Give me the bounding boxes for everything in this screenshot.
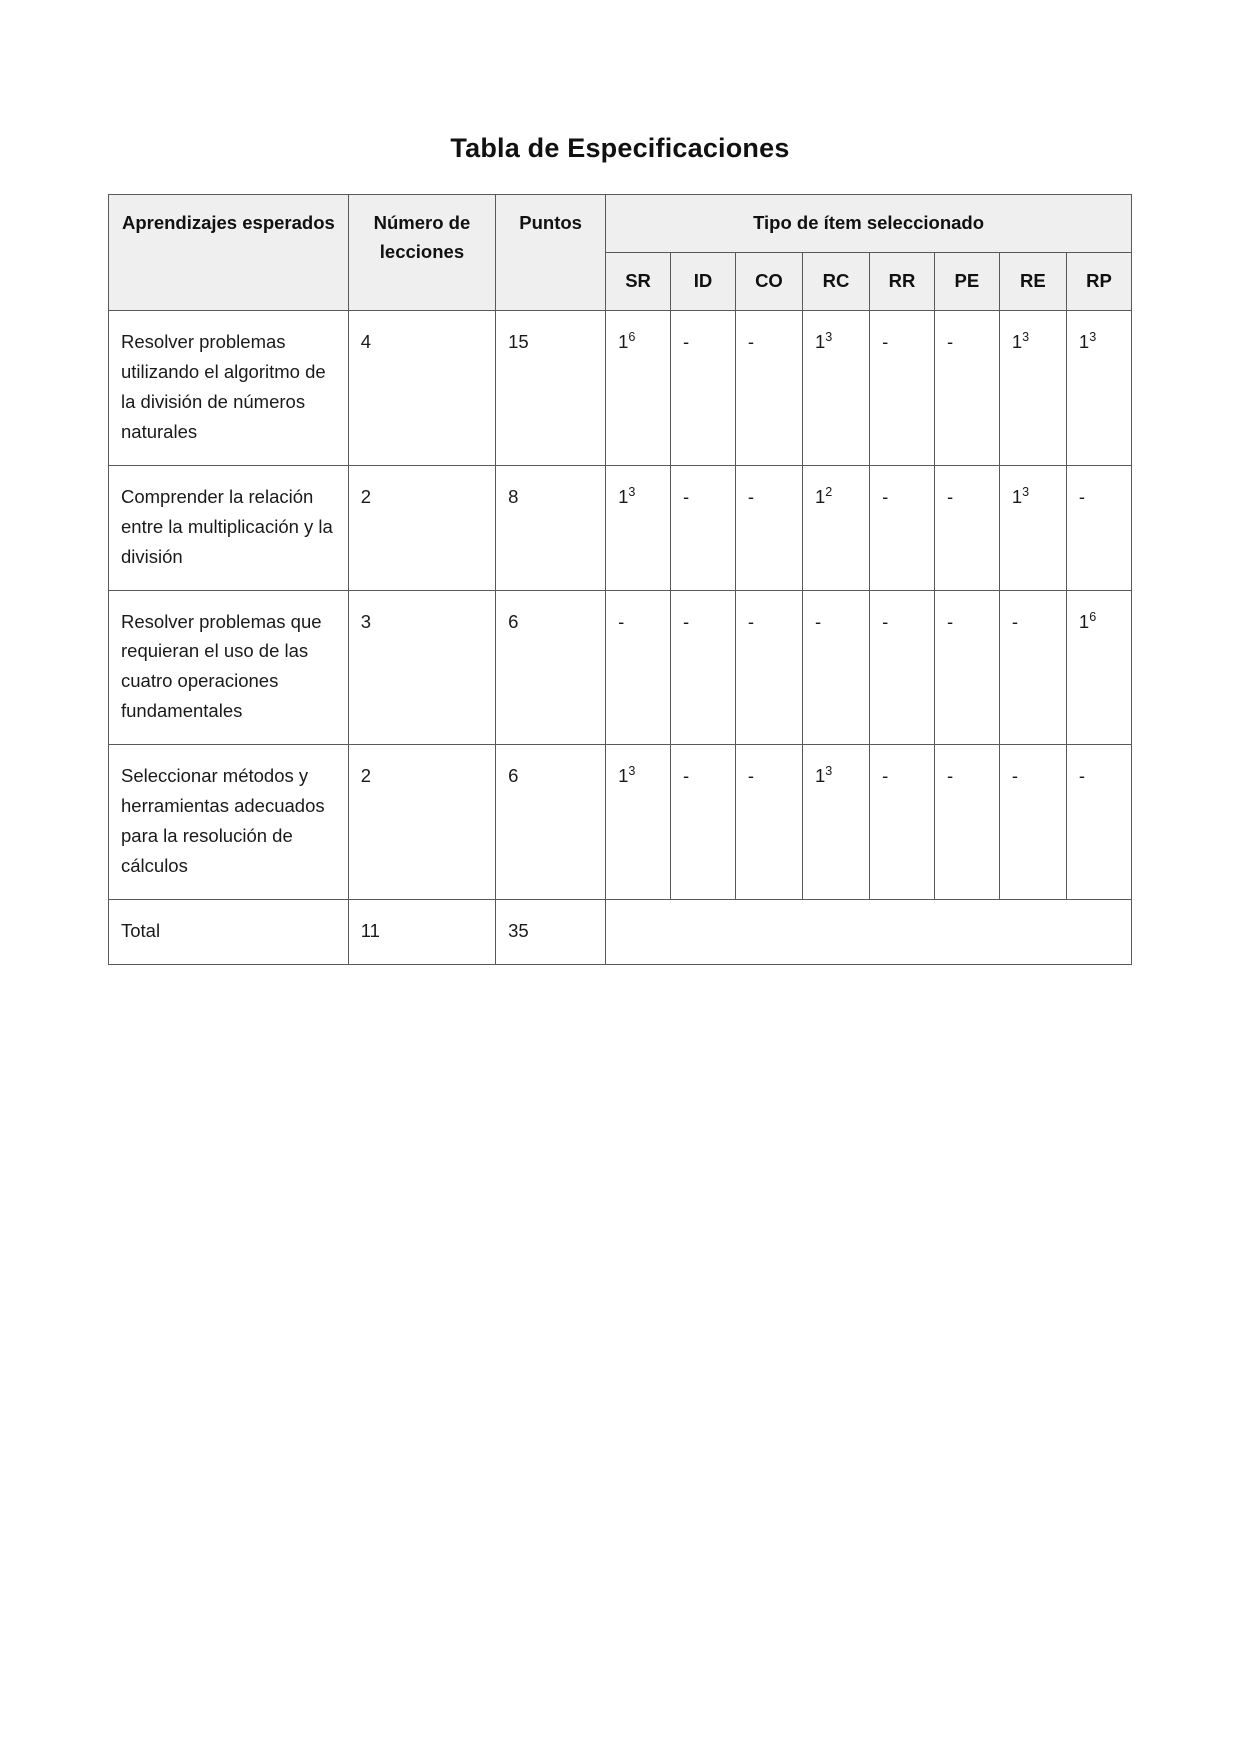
cell-item-co: -: [735, 745, 802, 900]
item-superscript: 3: [825, 329, 833, 344]
item-superscript: 3: [628, 764, 636, 779]
table-row: [109, 310, 1132, 465]
cell-learning-goal: Comprender la relación entre la multiplicación y la división: [109, 465, 349, 590]
header-learning-goals: Aprendizajes esperados: [109, 195, 349, 310]
header-item-type-group: Tipo de ítem seleccionado: [606, 195, 1132, 253]
cell-item-rc: $1^2$: [802, 465, 869, 590]
cell-item-rp: $1^6$: [1066, 590, 1131, 745]
header-item-type-rc: RC: [802, 253, 869, 311]
cell-item-co: -: [735, 590, 802, 745]
header-item-type-co: CO: [735, 253, 802, 311]
cell-item-rp: -: [1066, 465, 1131, 590]
cell-item-rp: -: [1066, 745, 1131, 900]
header-number-of-lessons: Número de lecciones: [348, 195, 495, 310]
header-row-primary: [109, 195, 1132, 253]
cell-lessons: 2: [348, 465, 495, 590]
cell-item-re: $1^3$: [999, 310, 1066, 465]
item-superscript: 2: [825, 484, 833, 499]
cell-item-rr: -: [870, 590, 935, 745]
header-points: Puntos: [496, 195, 606, 310]
cell-item-pe: -: [934, 465, 999, 590]
cell-item-re: $1^3$: [999, 465, 1066, 590]
item-superscript: 6: [1089, 609, 1097, 624]
page-title: Tabla de Especificaciones: [450, 133, 790, 163]
cell-lessons: 2: [348, 745, 495, 900]
header-item-type-sr: SR: [606, 253, 671, 311]
cell-item-sr: -: [606, 590, 671, 745]
cell-total-label: Total: [109, 900, 349, 965]
cell-lessons: 4: [348, 310, 495, 465]
specification-table: [108, 194, 1132, 965]
cell-item-rp: $1^3$: [1066, 310, 1131, 465]
cell-item-rc: $1^3$: [802, 310, 869, 465]
cell-item-re: -: [999, 590, 1066, 745]
header-item-type-rp: RP: [1066, 253, 1131, 311]
table-row: [109, 465, 1132, 590]
cell-lessons: 3: [348, 590, 495, 745]
cell-item-rc: $1^3$: [802, 745, 869, 900]
cell-points: 15: [496, 310, 606, 465]
table-total-row: [109, 900, 1132, 965]
cell-item-rr: -: [870, 745, 935, 900]
cell-item-co: -: [735, 310, 802, 465]
cell-points: 6: [496, 590, 606, 745]
item-superscript: 3: [1022, 329, 1030, 344]
cell-learning-goal: Seleccionar métodos y herramientas adecuados para la resolución de cálculos: [109, 745, 349, 900]
item-superscript: 3: [1022, 484, 1030, 499]
cell-item-pe: -: [934, 310, 999, 465]
cell-points: 8: [496, 465, 606, 590]
item-superscript: 3: [628, 484, 636, 499]
cell-item-sr: $1^3$: [606, 745, 671, 900]
header-item-type-id: ID: [671, 253, 736, 311]
table-header: [109, 195, 1132, 310]
table-body: [109, 310, 1132, 965]
header-item-type-pe: PE: [934, 253, 999, 311]
header-item-type-rr: RR: [870, 253, 935, 311]
table-row: [109, 590, 1132, 745]
cell-item-pe: -: [934, 590, 999, 745]
cell-item-sr: $1^6$: [606, 310, 671, 465]
cell-total-lessons: 11: [348, 900, 495, 965]
cell-item-sr: $1^3$: [606, 465, 671, 590]
cell-item-rc: -: [802, 590, 869, 745]
item-superscript: 3: [825, 764, 833, 779]
cell-item-id: -: [671, 465, 736, 590]
cell-total-empty: [606, 900, 1132, 965]
cell-item-pe: -: [934, 745, 999, 900]
cell-learning-goal: Resolver problemas utilizando el algoritmo de la división de números naturales: [109, 310, 349, 465]
cell-points: 6: [496, 745, 606, 900]
cell-item-rr: -: [870, 310, 935, 465]
cell-item-id: -: [671, 590, 736, 745]
cell-item-re: -: [999, 745, 1066, 900]
table-row: [109, 745, 1132, 900]
cell-item-rr: -: [870, 465, 935, 590]
cell-item-id: -: [671, 310, 736, 465]
cell-learning-goal: Resolver problemas que requieran el uso de las cuatro operaciones fundamentales: [109, 590, 349, 745]
item-superscript: 6: [628, 329, 636, 344]
cell-item-co: -: [735, 465, 802, 590]
header-item-type-re: RE: [999, 253, 1066, 311]
cell-item-id: -: [671, 745, 736, 900]
specification-table-container: [0, 194, 1240, 965]
cell-total-points: 35: [496, 900, 606, 965]
item-superscript: 3: [1089, 329, 1097, 344]
